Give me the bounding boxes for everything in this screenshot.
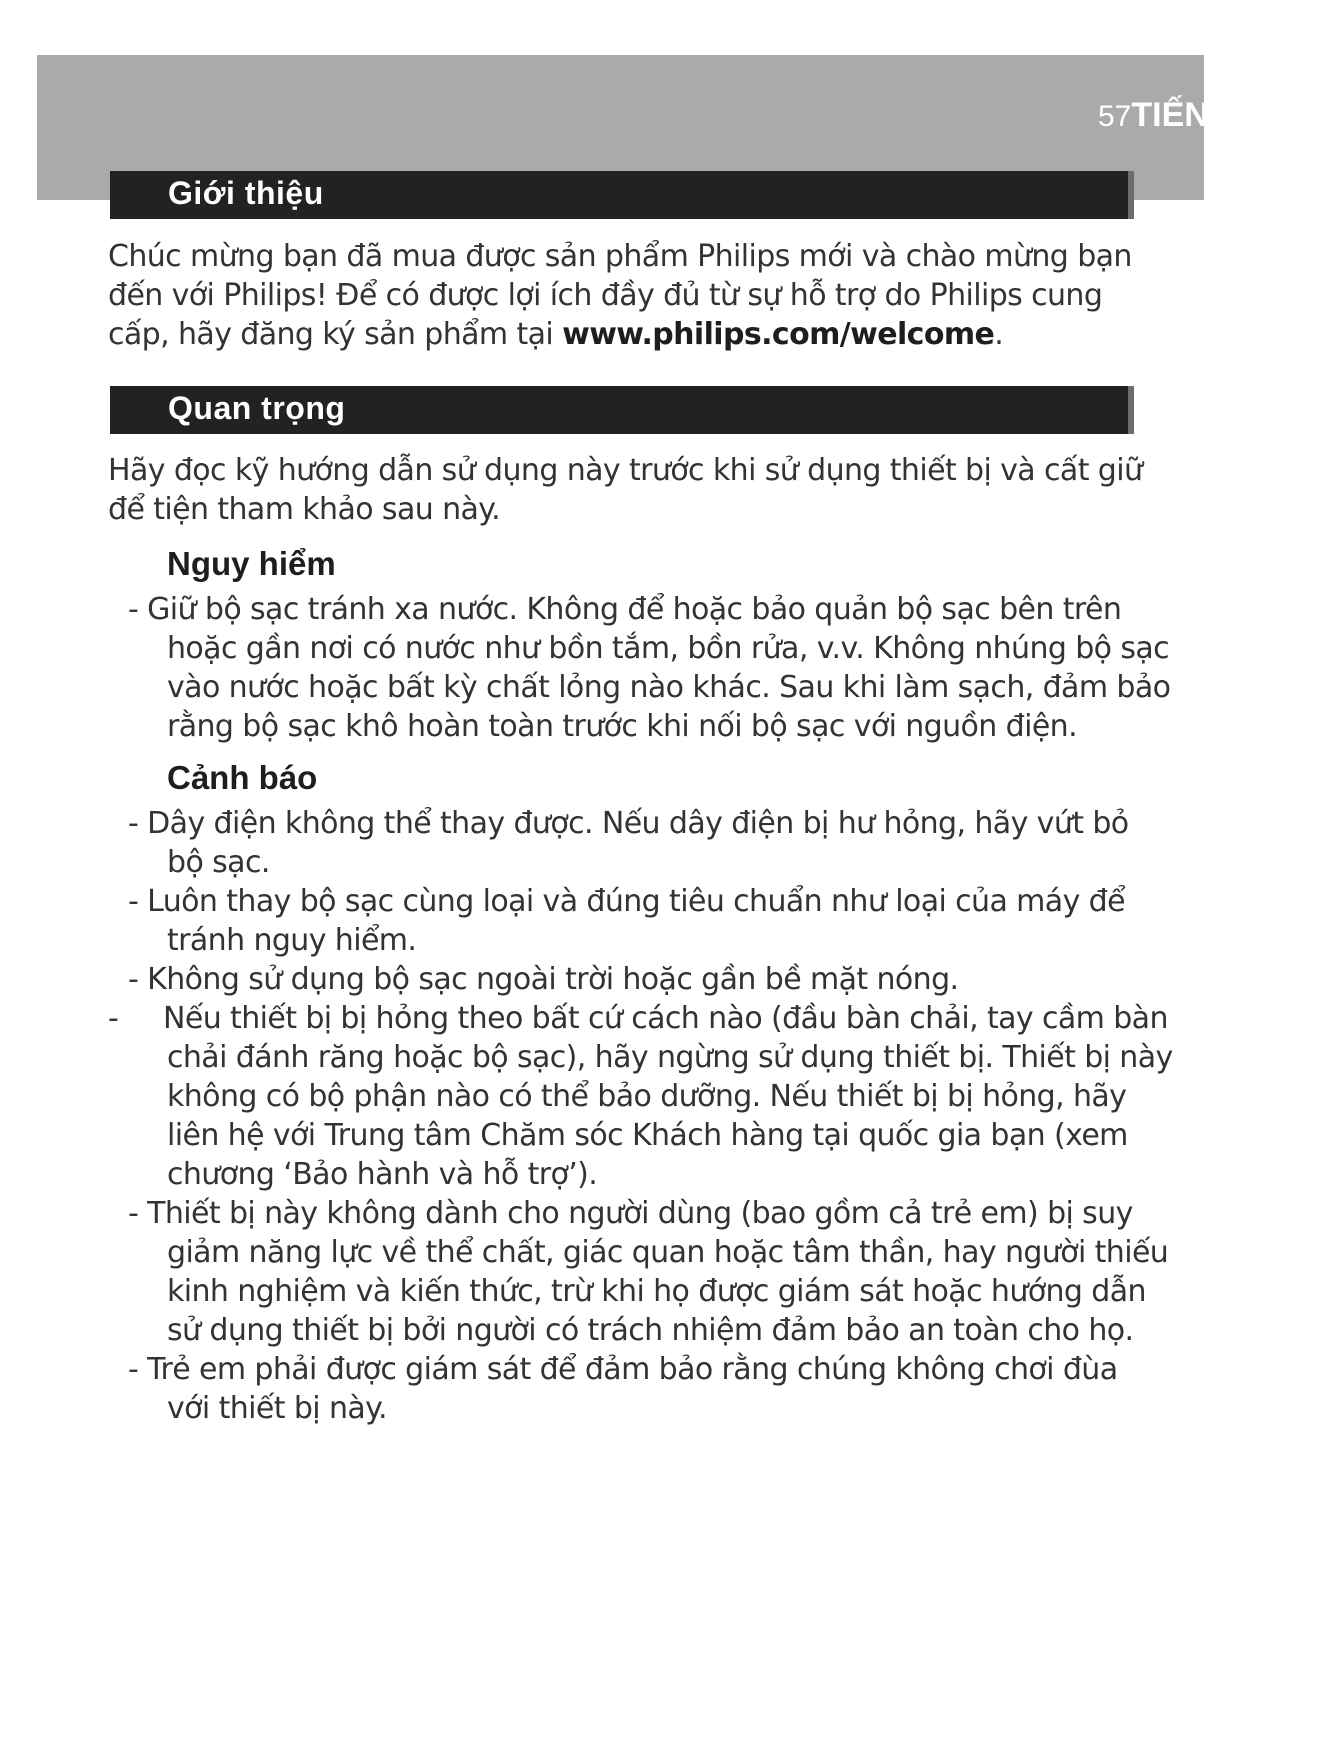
section-bar-intro [110, 171, 1134, 219]
danger-line: - Giữ bộ sạc tránh xa nước. Không để hoặc bảo quản bộ sạc bên trên [128, 592, 1122, 627]
warning-item [128, 1350, 1138, 1428]
warning-line: không có bộ phận nào có thể bảo dưỡng. Nếu thiết bị bị hỏng, hãy [167, 1079, 1127, 1114]
section-bar-important [110, 386, 1134, 434]
warning-item [128, 960, 1138, 999]
important-paragraph [108, 451, 1148, 529]
warning-line: chương ‘Bảo hành và hỗ trợ’). [167, 1157, 598, 1192]
intro-line [108, 315, 1148, 354]
warning-line: liên hệ với Trung tâm Chăm sóc Khách hàng tại quốc gia bạn (xem [167, 1118, 1128, 1153]
warning-line-text: Nếu thiết bị bị hỏng theo bất cứ cách nào (đầu bàn chải, tay cầm bàn [163, 1001, 1168, 1036]
warning-line: với thiết bị này. [167, 1391, 387, 1426]
danger-line: rằng bộ sạc khô hoàn toàn trước khi nối bộ sạc với nguồn điện. [167, 709, 1078, 744]
section-title-intro: Giới thiệu [168, 175, 324, 211]
warning-heading: Cảnh báo [167, 759, 318, 796]
warning-line [108, 999, 1168, 1038]
intro-paragraph [108, 237, 1148, 354]
warning-line: chải đánh răng hoặc bộ sạc), hãy ngừng sử dụng thiết bị. Thiết bị này [167, 1040, 1173, 1075]
warning-line: sử dụng thiết bị bởi người có trách nhiệm đảm bảo an toàn cho họ. [167, 1313, 1134, 1348]
intro-line: Chúc mừng bạn đã mua được sản phẩm Philips mới và chào mừng bạn [108, 239, 1132, 274]
warning-line: - Trẻ em phải được giám sát để đảm bảo rằng chúng không chơi đùa [128, 1352, 1118, 1387]
warning-line: tránh nguy hiểm. [167, 923, 417, 958]
page-number-header [1098, 96, 1320, 146]
danger-line: hoặc gần nơi có nước như bồn tắm, bồn rửa, v.v. Không nhúng bộ sạc [167, 631, 1170, 666]
important-line: để tiện tham khảo sau này. [108, 492, 501, 527]
intro-line: đến với Philips! Để có được lợi ích đầy đủ từ sự hỗ trợ do Philips cung [108, 278, 1103, 313]
welcome-url: www.philips.com/welcome [562, 317, 995, 352]
warning-line: kinh nghiệm và kiến thức, trừ khi họ được giám sát hoặc hướng dẫn [167, 1274, 1146, 1309]
page-number: 57 [1098, 100, 1132, 133]
section-title-important: Quan trọng [168, 390, 346, 426]
danger-item [128, 590, 1171, 746]
section-label: TIẾNG VIỆT [1131, 96, 1320, 134]
warning-line: bộ sạc. [167, 845, 270, 880]
list-dash: - [108, 1001, 119, 1036]
warning-line: giảm năng lực về thể chất, giác quan hoặc tâm thần, hay người thiếu [167, 1235, 1169, 1270]
intro-line-prefix: cấp, hãy đăng ký sản phẩm tại [108, 317, 563, 352]
warning-item [108, 999, 1173, 1194]
warning-line: - Không sử dụng bộ sạc ngoài trời hoặc gần bề mặt nóng. [128, 962, 959, 997]
warning-line: - Thiết bị này không dành cho người dùng (bao gồm cả trẻ em) bị suy [128, 1196, 1133, 1231]
warning-line: - Luôn thay bộ sạc cùng loại và đúng tiêu chuẩn như loại của máy để [128, 884, 1125, 919]
danger-heading: Nguy hiểm [167, 545, 336, 582]
warning-item [128, 804, 1138, 882]
warning-item [128, 882, 1138, 960]
warning-line: - Dây điện không thể thay được. Nếu dây điện bị hư hỏng, hãy vứt bỏ [128, 806, 1129, 841]
danger-line: vào nước hoặc bất kỳ chất lỏng nào khác. Sau khi làm sạch, đảm bảo [167, 670, 1171, 705]
intro-line-suffix: . [994, 317, 1004, 352]
important-line: Hãy đọc kỹ hướng dẫn sử dụng này trước khi sử dụng thiết bị và cất giữ [108, 453, 1143, 488]
warning-item [128, 1194, 1169, 1350]
